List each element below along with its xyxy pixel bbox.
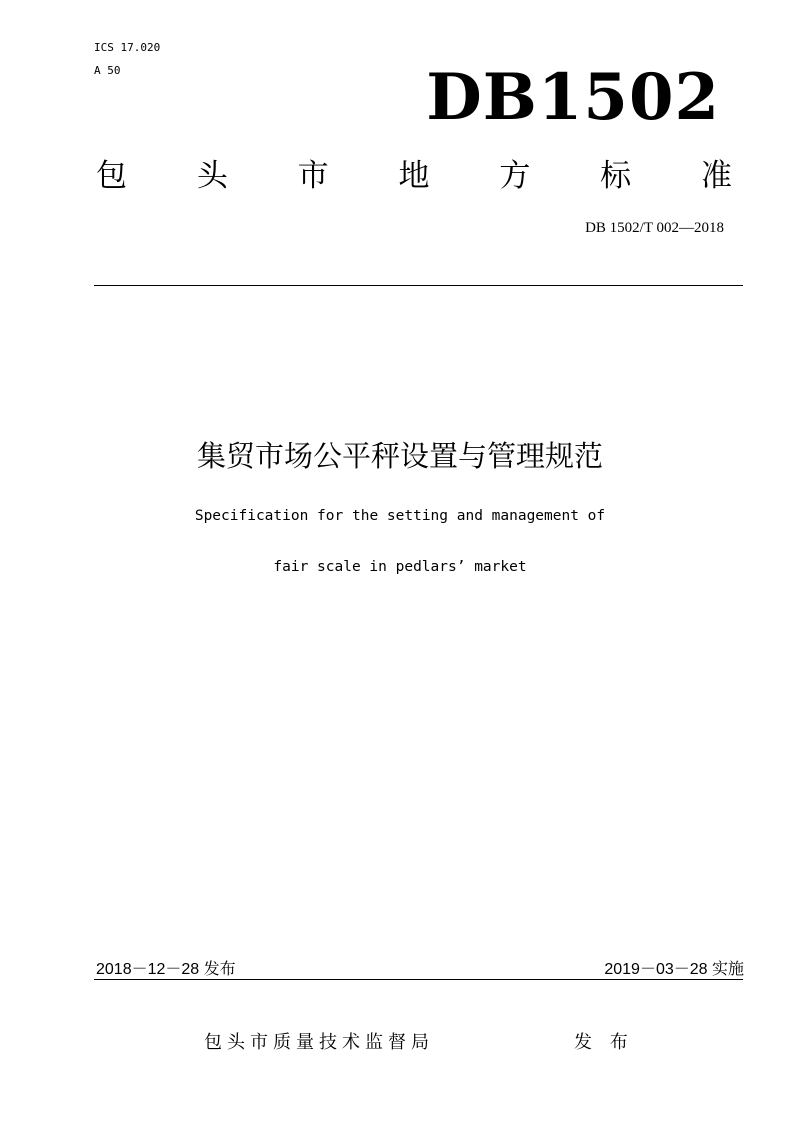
issue-label: 发 布 xyxy=(574,1032,634,1053)
standard-type-char: 标 xyxy=(600,158,632,194)
standard-type-char: 头 xyxy=(196,158,228,194)
document-title-english-line1: Specification for the setting and management of xyxy=(194,508,606,524)
issuing-authority: 包头市质量技术监督局 xyxy=(204,1032,434,1053)
standard-type-char: 市 xyxy=(297,158,329,194)
header-divider xyxy=(94,285,743,286)
issue-date: 2018－12－28 发布 xyxy=(96,961,236,978)
standard-type-char: 地 xyxy=(398,158,430,194)
document-title-english-line2: fair scale in pedlars’ market xyxy=(273,559,527,575)
document-title-chinese: 集贸市场公平秤设置与管理规范 xyxy=(196,439,603,473)
standard-type-char: 方 xyxy=(499,158,531,194)
implementation-date: 2019－03－28 实施 xyxy=(604,961,744,978)
standard-type-heading xyxy=(96,156,732,196)
ics-code: ICS 17.020 xyxy=(94,41,161,54)
standard-type-char: 准 xyxy=(700,158,732,194)
db-code-heading: DB1502 xyxy=(426,60,720,135)
standard-type-char: 包 xyxy=(96,158,127,194)
standard-number: DB 1502/T 002—2018 xyxy=(585,220,724,236)
footer-divider xyxy=(94,979,743,980)
classification-code: A 50 xyxy=(94,64,121,77)
